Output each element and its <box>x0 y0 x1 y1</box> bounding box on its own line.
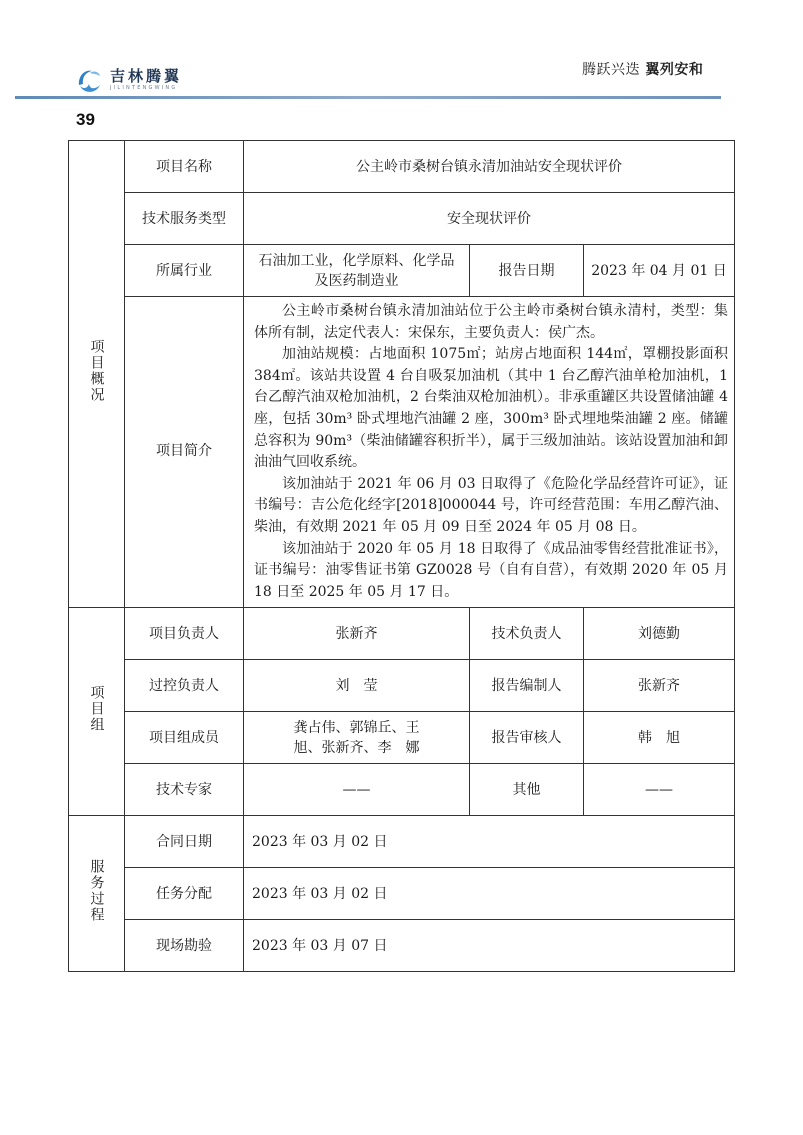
service-type-label: 技术服务类型 <box>125 193 244 245</box>
table-row <box>69 920 735 972</box>
project-name-value: 公主岭市桑树台镇永清加油站安全现状评价 <box>244 141 735 193</box>
industry-label: 所属行业 <box>125 245 244 297</box>
service-label: 任务分配 <box>125 868 244 920</box>
team-value: —— <box>584 764 735 816</box>
industry-value: 石油加工业，化学原料、化学品及医药制造业 <box>244 245 470 297</box>
intro-paragraph: 公主岭市桑树台镇永清加油站位于公主岭市桑树台镇永清村，类型：集体所有制，法定代表人：宋保东，主要负责人：侯广杰。 <box>254 303 728 341</box>
team-label: 项目负责人 <box>125 608 244 660</box>
service-label: 现场勘验 <box>125 920 244 972</box>
service-date: 2023 年 03 月 02 日 <box>244 868 735 920</box>
team-value: 韩 旭 <box>584 712 735 764</box>
slogan-part-2-text: 翼列安和 <box>645 62 704 78</box>
team-value: 刘 莹 <box>244 660 470 712</box>
company-slogan <box>582 59 703 79</box>
service-date: 2023 年 03 月 02 日 <box>244 816 735 868</box>
team-label: 技术专家 <box>125 764 244 816</box>
service-label: 合同日期 <box>125 816 244 868</box>
table-row <box>69 608 735 660</box>
team-label: 项目组成员 <box>125 712 244 764</box>
project-name-label: 项目名称 <box>125 141 244 193</box>
table-row <box>69 660 735 712</box>
service-date: 2023 年 03 月 07 日 <box>244 920 735 972</box>
table-row <box>69 868 735 920</box>
team-label: 其他 <box>470 764 584 816</box>
service-type-value: 安全现状评价 <box>244 193 735 245</box>
slogan-part-1: 腾跃兴迭 <box>582 62 640 78</box>
project-intro-text <box>244 297 735 608</box>
table-row <box>69 764 735 816</box>
project-intro-label: 项目简介 <box>125 297 244 608</box>
section-label-overview: 项目概况 <box>69 141 125 608</box>
intro-paragraph: 加油站规模：占地面积 1075㎡；站房占地面积 144㎡，罩棚投影面积 384㎡。该站共设置 4 台自吸泵加油机（其中 1 台乙醇汽油单枪加油机，1 台乙醇汽油双枪加油机，2 台柴油双枪加油机）。非承重罐区共设置储油罐 4 座，包括 30m³ 卧式埋地汽油罐 2 座，300m³ 卧式埋地柴油罐 2 座。储罐总容积为 90m³（柴油储罐容积折半），属于三级加油站。该站设置加油和卸油油气回收系统。 <box>254 346 728 471</box>
team-value: 刘德勤 <box>584 608 735 660</box>
logo-mark-icon <box>74 65 104 95</box>
team-value: 张新齐 <box>584 660 735 712</box>
team-label: 技术负责人 <box>470 608 584 660</box>
report-date-label: 报告日期 <box>470 245 584 297</box>
table-row <box>69 816 735 868</box>
table-row <box>69 297 735 608</box>
page-number: 39 <box>76 110 95 129</box>
section-label-team: 项目组 <box>69 608 125 816</box>
table-row <box>69 712 735 764</box>
logo-english-name: JILINTENGWING <box>110 85 178 91</box>
intro-paragraph: 该加油站于 2021 年 06 月 03 日取得了《危险化学品经营许可证》，证书编号：吉公危化经字[2018]000044 号，许可经营范围：车用乙醇汽油、柴油，有效期 2021 年 05 月 09 日至 2024 年 05 月 08 日。 <box>254 475 728 535</box>
team-label: 报告编制人 <box>470 660 584 712</box>
logo-chinese-name: 吉林腾翼 <box>110 67 183 85</box>
intro-paragraph: 该加油站于 2020 年 05 月 18 日取得了《成品油零售经营批准证书》，证书编号：油零售证书第 GZ0028 号（自有自营），有效期 2020 年 05 月 18 日至 2025 年 05 月 17 日。 <box>254 540 728 600</box>
section-label-service: 服务过程 <box>69 816 125 972</box>
table-row <box>69 193 735 245</box>
report-date-value: 2023 年 04 月 01 日 <box>584 245 735 297</box>
team-label: 过控负责人 <box>125 660 244 712</box>
team-value: 龚占伟、郭锦丘、王 旭、张新齐、李 娜 <box>244 712 470 764</box>
page-header <box>0 0 803 129</box>
team-value: —— <box>244 764 470 816</box>
table-row <box>69 141 735 193</box>
team-value: 张新齐 <box>244 608 470 660</box>
table-row <box>69 245 735 297</box>
project-info-table <box>68 140 735 972</box>
company-logo <box>74 64 182 96</box>
team-label: 报告审核人 <box>470 712 584 764</box>
header-divider <box>15 96 721 99</box>
